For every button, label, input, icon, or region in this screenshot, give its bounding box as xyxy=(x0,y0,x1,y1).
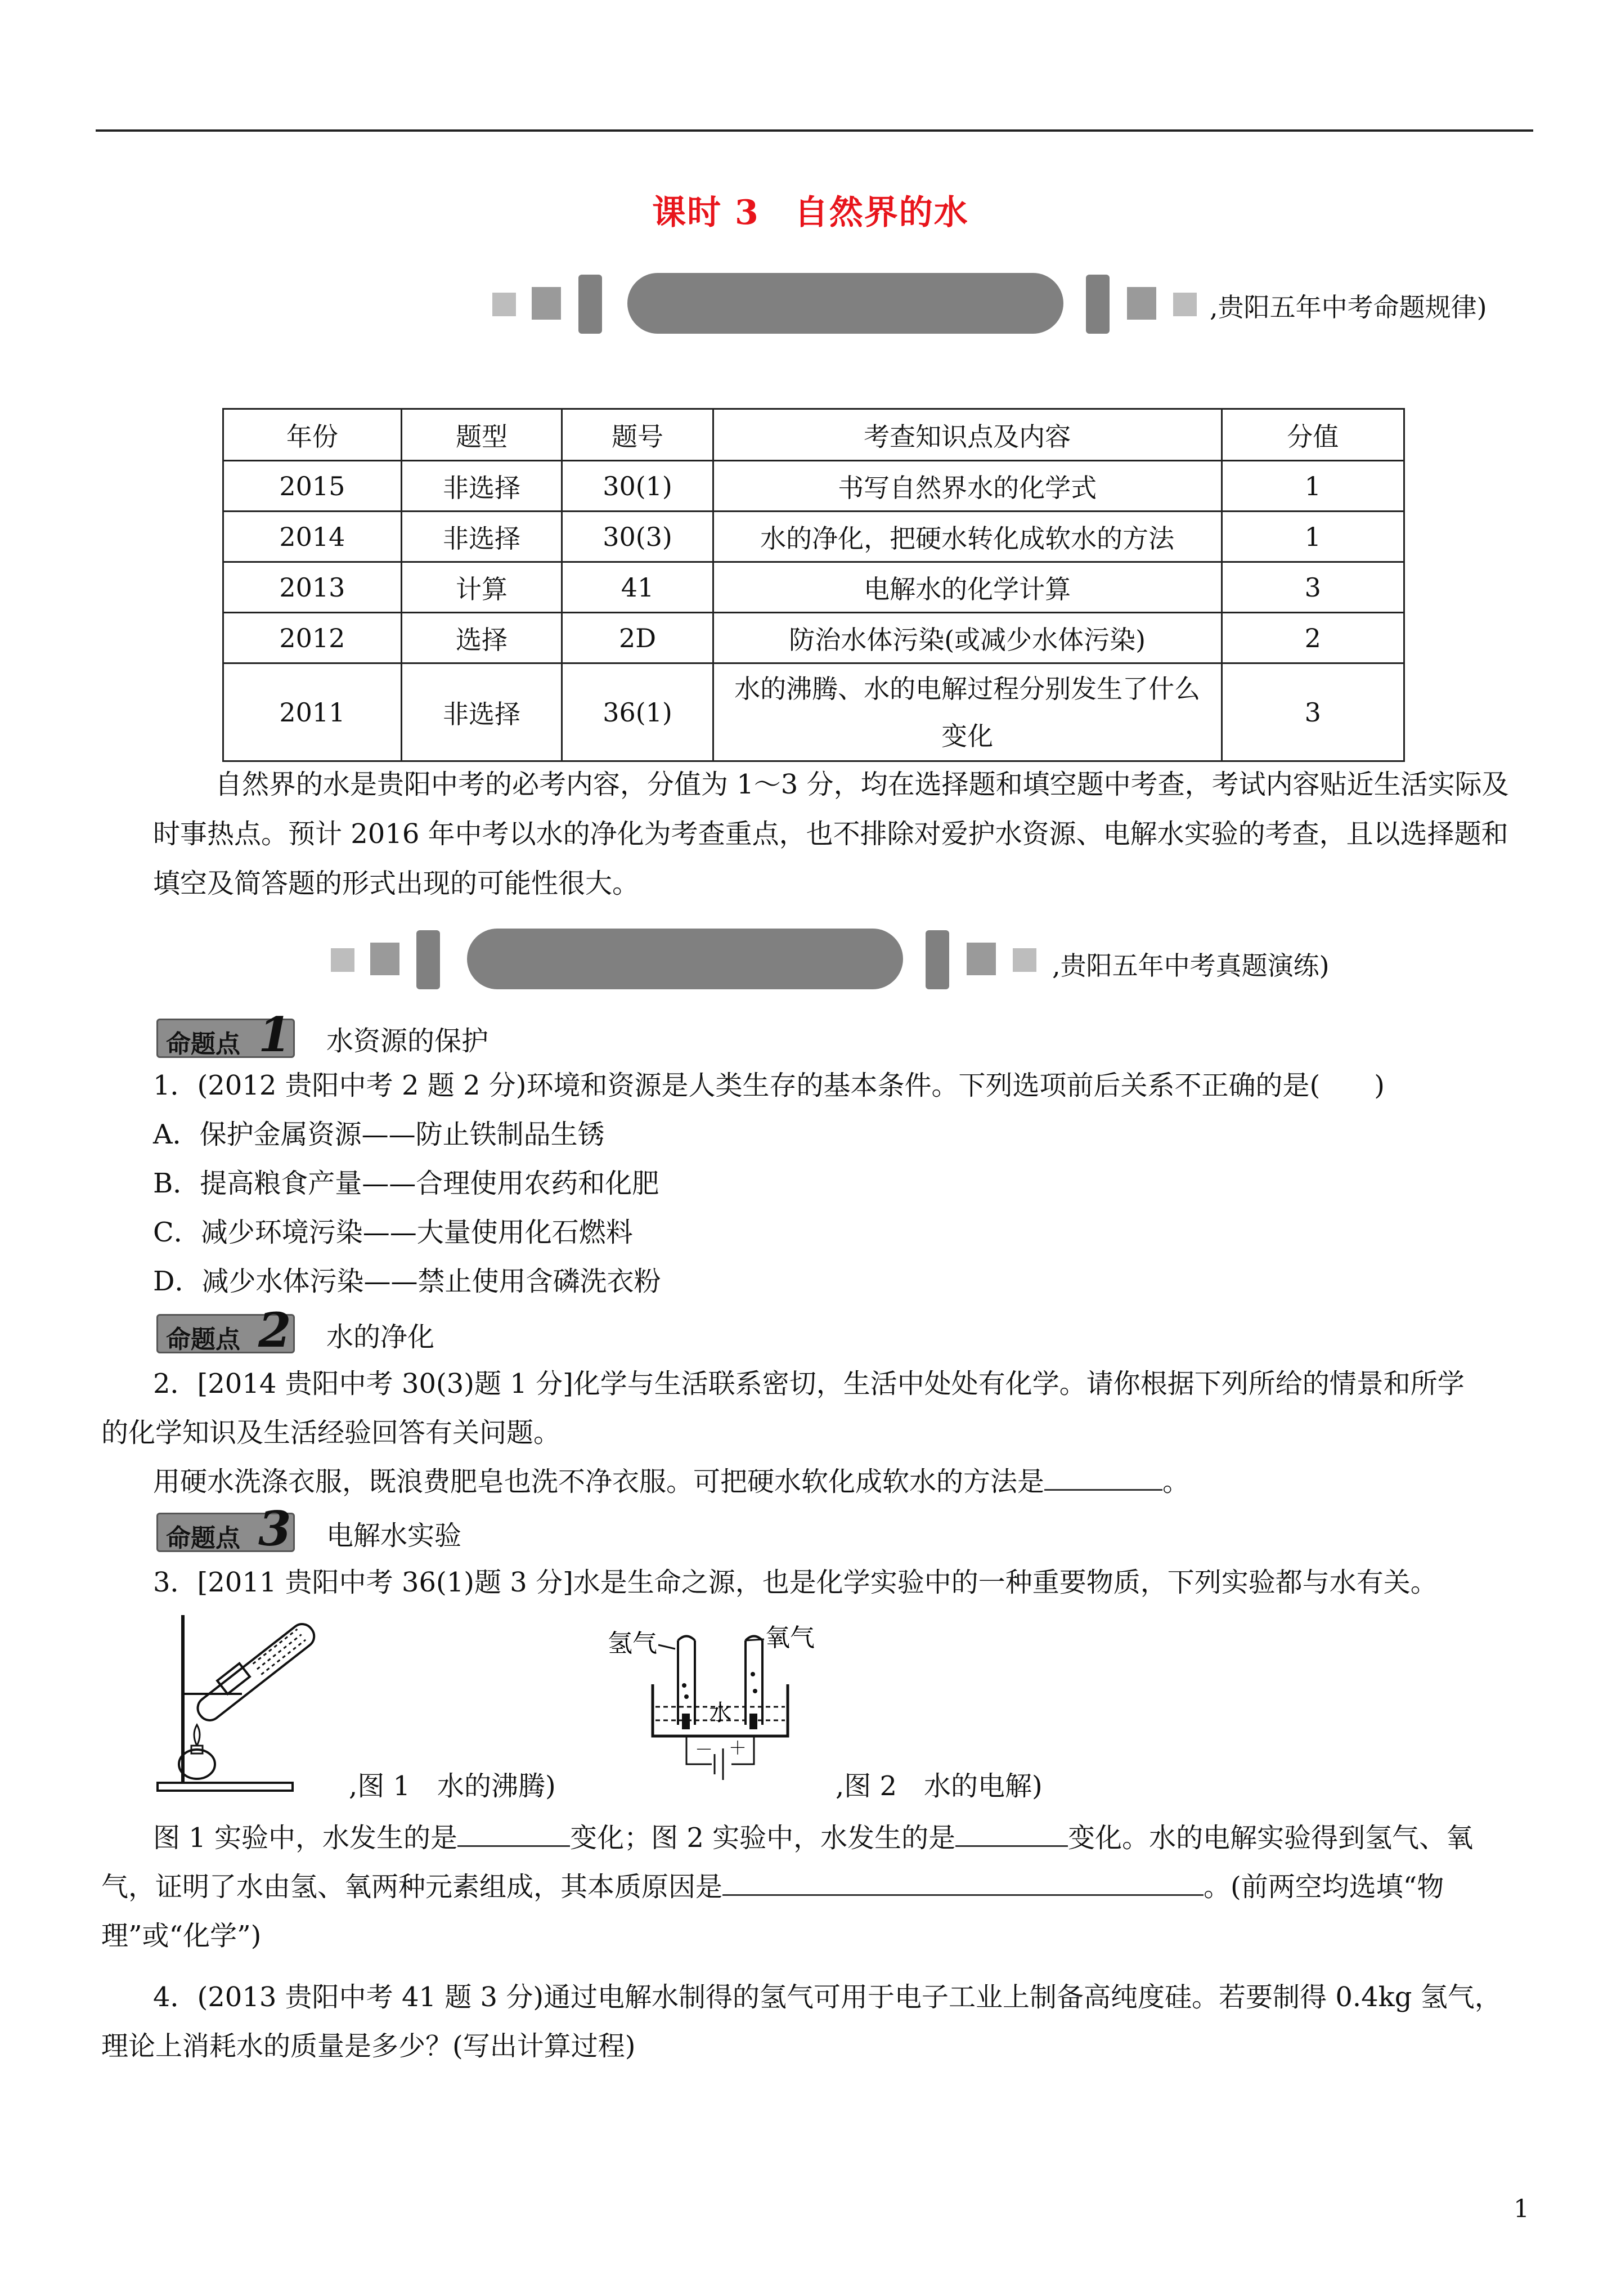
header-cell: 分值 xyxy=(1222,409,1404,461)
q1-option-c: C．减少环境污染——大量使用化石燃料 xyxy=(153,1217,633,1248)
banner-decor-square xyxy=(967,943,996,975)
q3-line2 xyxy=(101,1862,1444,1912)
fig2-plus-sign: ＋ xyxy=(729,1737,747,1759)
cell-year: 2015 xyxy=(223,461,402,512)
q1-option-d: D．减少水体污染——禁止使用含磷洗衣粉 xyxy=(153,1266,661,1297)
q2-text: 用硬水洗涤衣服，既浪费肥皂也洗不净衣服。可把硬水软化成软水的方法是 xyxy=(153,1466,1045,1497)
banner-pill xyxy=(627,273,1063,334)
exam-rules-table xyxy=(222,408,1405,762)
q2-stem-line1: 2．[2014 贵阳中考 30(3)题 1 分]化学与生活联系密切，生活中处处有化学。请你根据下列所给的情景和所学 xyxy=(153,1368,1465,1400)
point-tag-number: 2 xyxy=(258,1302,291,1358)
page-number: 1 xyxy=(1514,2195,1529,2223)
answer-blank[interactable] xyxy=(457,1845,570,1847)
point-tag-number: 3 xyxy=(258,1501,291,1557)
point-tag-label: 命题点 xyxy=(166,1524,240,1553)
answer-blank[interactable] xyxy=(1044,1489,1162,1491)
cell-number: 41 xyxy=(562,562,713,613)
banner-decor-square xyxy=(532,287,561,320)
q3-text: 变化；图 2 实验中，水发生的是 xyxy=(570,1822,956,1854)
cell-content: 电解水的化学计算 xyxy=(713,562,1222,613)
cell-score: 3 xyxy=(1222,663,1404,761)
fig1-caption: ,图 1 水的沸腾) xyxy=(349,1770,556,1802)
cell-number: 30(3) xyxy=(562,512,713,562)
point-tag-3 xyxy=(156,1501,295,1557)
cell-content: 书写自然界水的化学式 xyxy=(713,461,1222,512)
q1-option-a: A．保护金属资源——防止铁制品生锈 xyxy=(153,1119,605,1150)
header-cell: 考查知识点及内容 xyxy=(713,409,1222,461)
banner-decor-bar xyxy=(926,930,949,989)
point-tag-2 xyxy=(156,1302,295,1358)
q3-text: 变化。水的电解实验得到氢气、氧 xyxy=(1068,1822,1474,1854)
cell-number: 2D xyxy=(562,613,713,663)
fig2-water-label: 水 xyxy=(709,1700,731,1726)
header-rule xyxy=(96,129,1533,132)
cell-year: 2012 xyxy=(223,613,402,663)
cell-type: 非选择 xyxy=(401,663,562,761)
banner-decor-square xyxy=(1173,293,1197,316)
cell-score: 1 xyxy=(1222,461,1404,512)
section-banner-exercises xyxy=(0,926,1621,988)
cell-score: 2 xyxy=(1222,613,1404,663)
q4-line2: 理论上消耗水的质量是多少？(写出计算过程) xyxy=(101,2030,636,2062)
banner-decor-square xyxy=(1013,948,1036,972)
header-cell: 题型 xyxy=(401,409,562,461)
table-row xyxy=(223,512,1404,562)
q2-text-end: 。 xyxy=(1162,1466,1190,1497)
point-tag-1 xyxy=(156,1007,295,1062)
header-cell: 题号 xyxy=(562,409,713,461)
banner-pill xyxy=(467,929,903,989)
point-tag-label: 命题点 xyxy=(166,1325,240,1354)
q1-stem: 1．(2012 贵阳中考 2 题 2 分)环境和资源是人类生存的基本条件。下列选项前后关系不正确的是( ) xyxy=(153,1070,1385,1101)
cell-type: 非选择 xyxy=(401,461,562,512)
page-title: 课时 3 自然界的水 xyxy=(652,193,969,232)
banner-decor-square xyxy=(492,293,516,316)
banner-decor-square xyxy=(331,948,354,972)
cell-type: 非选择 xyxy=(401,512,562,562)
banner-decor-bar xyxy=(578,275,602,334)
q3-line1 xyxy=(153,1813,1473,1863)
point-title: 水资源的保护 xyxy=(326,1025,489,1057)
fig2-minus-sign: － xyxy=(695,1739,713,1760)
q3-text: 图 1 实验中，水发生的是 xyxy=(153,1822,458,1854)
cell-content: 防治水体污染(或减少水体污染) xyxy=(713,613,1222,663)
q1-option-b: B．提高粮食产量——合理使用农药和化肥 xyxy=(153,1168,659,1199)
cell-content: 水的沸腾、水的电解过程分别发生了什么变化 xyxy=(713,663,1222,761)
banner-decor-bar xyxy=(416,930,440,989)
banner-decor-square xyxy=(370,943,399,975)
q2-line3 xyxy=(153,1457,1189,1506)
figure-electrolysis-apparatus xyxy=(602,1624,838,1792)
cell-type: 计算 xyxy=(401,562,562,613)
banner-decor-square xyxy=(1127,287,1156,320)
cell-year: 2011 xyxy=(223,663,402,761)
cell-type: 选择 xyxy=(401,613,562,663)
table-header-row xyxy=(223,409,1404,461)
answer-blank[interactable] xyxy=(722,1894,1204,1896)
point-tag-label: 命题点 xyxy=(166,1030,240,1059)
cell-year: 2013 xyxy=(223,562,402,613)
banner-label: ,贵阳五年中考命题规律) xyxy=(1210,292,1487,322)
q3-line3: 理”或“化学”) xyxy=(101,1920,262,1952)
fig2-hydrogen-label: 氢气 xyxy=(608,1629,657,1658)
table-row xyxy=(223,562,1404,613)
cell-score: 3 xyxy=(1222,562,1404,613)
q2-stem-line2: 的化学知识及生活经验回答有关问题。 xyxy=(101,1417,561,1449)
banner-decor-bar xyxy=(1086,275,1110,334)
section-banner-rules xyxy=(0,270,1621,332)
fig2-oxygen-label: 氧气 xyxy=(765,1624,815,1652)
figure-boiling-apparatus xyxy=(152,1604,354,1798)
cell-year: 2014 xyxy=(223,512,402,562)
table-row xyxy=(223,613,1404,663)
q4-line1: 4．(2013 贵阳中考 41 题 3 分)通过电解水制得的氢气可用于电子工业上制备高纯度硅。若要制得 0.4kg 氢气， xyxy=(153,1981,1502,2013)
table-row xyxy=(223,663,1404,761)
fig2-caption: ,图 2 水的电解) xyxy=(836,1770,1043,1802)
header-cell: 年份 xyxy=(223,409,402,461)
summary-paragraph: 自然界的水是贵阳中考的必考内容，分值为 1～3 分，均在选择题和填空题中考查，考试内容贴近生活实际及时事热点。预计 2016 年中考以水的净化为考查重点，也不排除对爱护水资源、电解水实验的考查，且以选择题和填空及简答题的形式出现的可能性很大。 xyxy=(153,769,1509,899)
table-row xyxy=(223,461,1404,512)
answer-blank[interactable] xyxy=(955,1845,1068,1847)
q3-text: 气，证明了水由氢、氧两种元素组成，其本质原因是 xyxy=(101,1871,723,1903)
banner-label: ,贵阳五年中考真题演练) xyxy=(1052,950,1330,981)
point-tag-number: 1 xyxy=(258,1007,291,1062)
cell-score: 1 xyxy=(1222,512,1404,562)
point-title: 水的净化 xyxy=(326,1321,435,1353)
cell-number: 36(1) xyxy=(562,663,713,761)
point-title: 电解水实验 xyxy=(326,1520,462,1551)
cell-number: 30(1) xyxy=(562,461,713,512)
q3-stem: 3．[2011 贵阳中考 36(1)题 3 分]水是生命之源，也是化学实验中的一种重要物质，下列实验都与水有关。 xyxy=(153,1567,1438,1598)
cell-content: 水的净化，把硬水转化成软水的方法 xyxy=(713,512,1222,562)
q3-text: 。(前两空均选填“物 xyxy=(1204,1871,1444,1903)
